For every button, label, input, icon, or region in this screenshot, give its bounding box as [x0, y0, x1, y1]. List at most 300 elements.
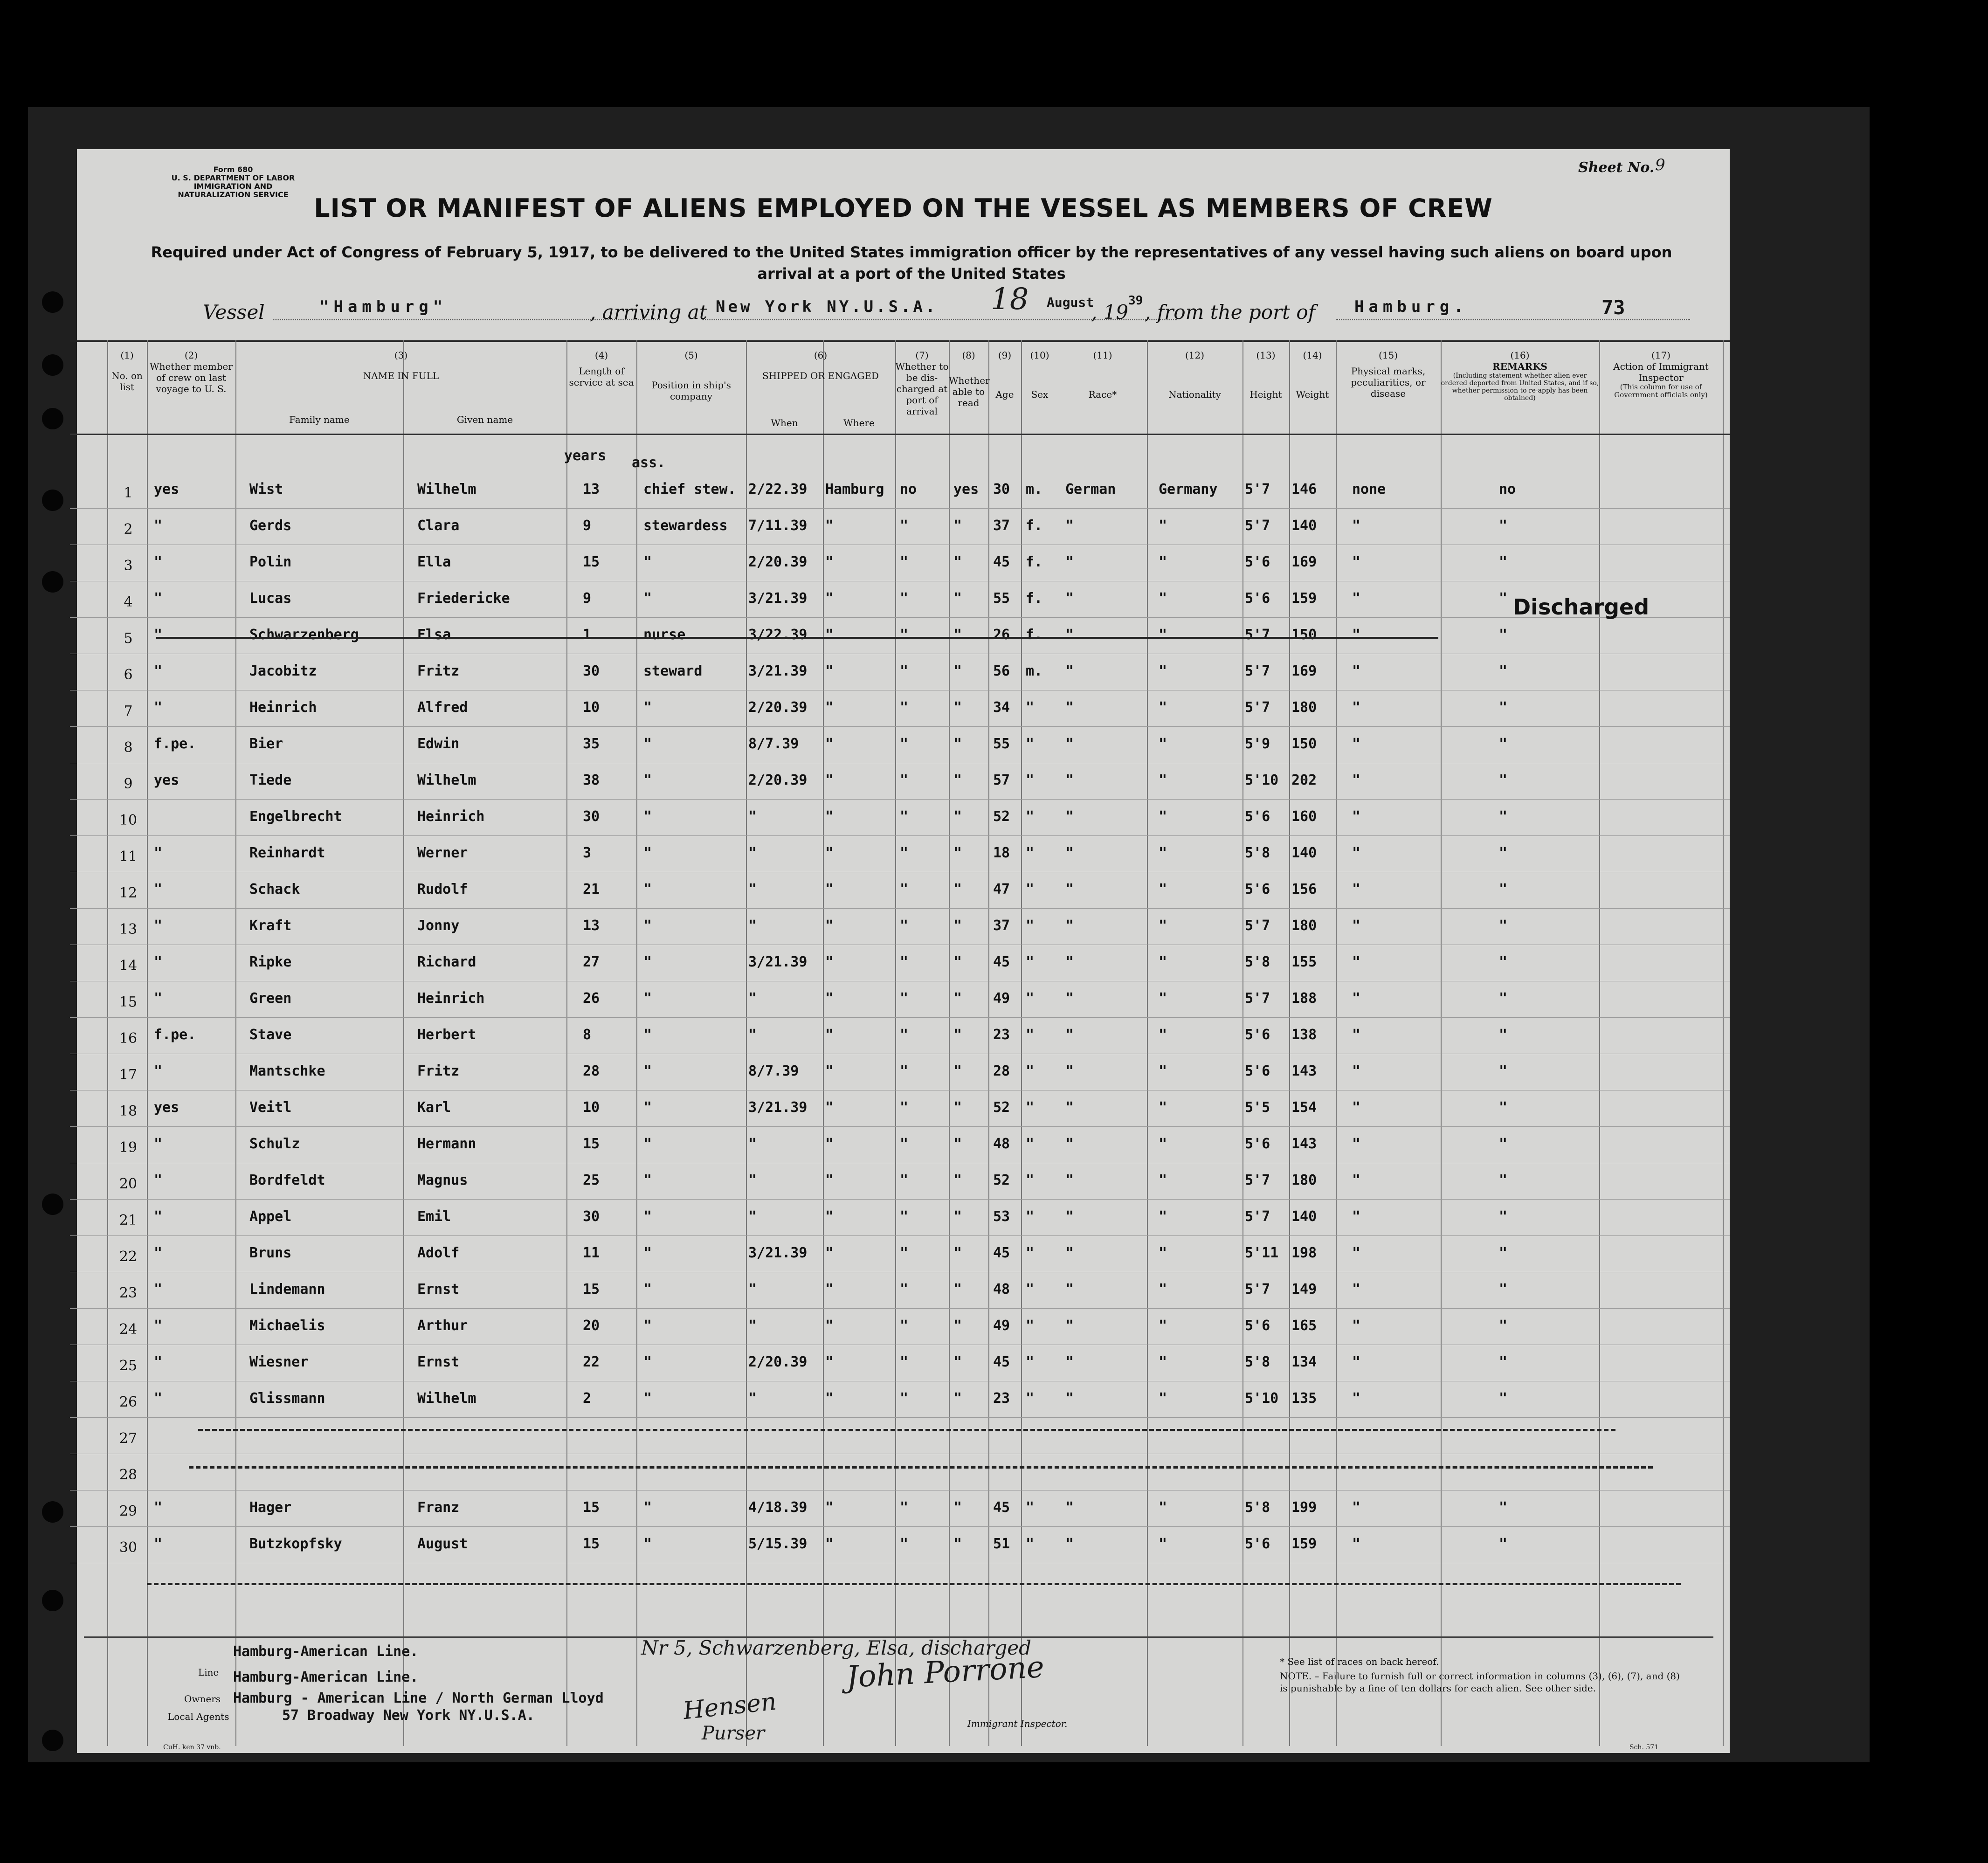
cell-family-name: Stave [249, 1027, 292, 1043]
cell-sex: f. [1026, 590, 1043, 607]
row-5-strikethrough [156, 637, 1438, 639]
cell-position: steward [643, 663, 703, 679]
col-header-nationality: (12) Nationality [1168, 350, 1221, 400]
cell-family-name: Ripke [249, 954, 292, 970]
cell-discharged: " [900, 808, 909, 825]
cell-physical-marks: " [1352, 736, 1361, 752]
col-divider [1147, 340, 1148, 1746]
cell-prev-voyage: " [154, 881, 163, 897]
col-header-discharged: (7) Whether to be dis-charged at port of arrival [895, 350, 949, 417]
cell-nationality: " [1159, 663, 1167, 679]
cell-service-length: 35 [583, 736, 600, 752]
line-name-2: Hamburg-American Line. [233, 1669, 419, 1685]
cell-position: " [643, 1245, 652, 1261]
cell-discharged: " [900, 627, 909, 643]
cell-weight: 138 [1291, 1027, 1317, 1043]
row-number: 14 [119, 958, 138, 974]
cell-remarks: " [1499, 590, 1508, 607]
printer-mark: CuH. ken 37 vnb. [163, 1744, 221, 1751]
cell-race: " [1065, 954, 1074, 970]
cell-position: " [643, 990, 652, 1007]
cell-able-to-read: " [953, 1172, 962, 1188]
cell-nationality: " [1159, 518, 1167, 534]
cell-discharged: " [900, 1099, 909, 1116]
cell-remarks: no [1499, 481, 1516, 497]
cell-height: 5'6 [1245, 1318, 1270, 1334]
cell-weight: 159 [1291, 590, 1317, 607]
cell-physical-marks: " [1352, 845, 1361, 861]
row-number: 22 [119, 1249, 138, 1265]
cell-family-name: Veitl [249, 1099, 292, 1116]
cell-race: " [1065, 990, 1074, 1007]
cell-able-to-read: " [953, 772, 962, 788]
cell-position: " [643, 1281, 652, 1297]
cell-age: 18 [993, 845, 1010, 861]
form-number: Form 680 U. S. DEPARTMENT OF LABOR IMMIGRATION AND NATURALIZATION SERVICE [171, 165, 295, 199]
inspector-label: Immigrant Inspector. [967, 1718, 1068, 1729]
cell-sex: " [1026, 1536, 1035, 1552]
cell-discharged: " [900, 990, 909, 1007]
cell-shipped-when: 2/20.39 [748, 1354, 808, 1370]
cell-sex: m. [1026, 481, 1043, 497]
cell-position: " [643, 1136, 652, 1152]
row-rule [70, 799, 1730, 800]
cell-age: 28 [993, 1063, 1010, 1079]
cell-position: " [643, 1099, 652, 1116]
cell-sex: " [1026, 918, 1035, 934]
cell-age: 45 [993, 1354, 1010, 1370]
row-rule [70, 1417, 1730, 1418]
cell-discharged: " [900, 699, 909, 716]
col-divider [566, 340, 567, 1746]
header-bottom-border [70, 434, 1730, 435]
cell-nationality: " [1159, 1027, 1167, 1043]
cell-prev-voyage: f.pe. [154, 736, 196, 752]
cell-race: " [1065, 1390, 1074, 1407]
cell-service-length: 25 [583, 1172, 600, 1188]
cell-nationality: " [1159, 627, 1167, 643]
cell-physical-marks: " [1352, 954, 1361, 970]
cell-shipped-where: " [825, 518, 834, 534]
cell-physical-marks: " [1352, 663, 1361, 679]
cell-height: 5'7 [1245, 1281, 1270, 1297]
cell-able-to-read: " [953, 918, 962, 934]
cell-position: " [643, 772, 652, 788]
cell-discharged: " [900, 881, 909, 897]
row-number: 24 [119, 1321, 138, 1338]
cell-nationality: " [1159, 881, 1167, 897]
cell-shipped-where: " [825, 590, 834, 607]
cell-service-length: 15 [583, 1136, 600, 1152]
cell-given-name: Rudolf [417, 881, 468, 897]
cell-discharged: " [900, 736, 909, 752]
cell-physical-marks: " [1352, 1063, 1361, 1079]
years-unit-label: years [564, 448, 607, 464]
punch-hole [42, 1501, 63, 1523]
punch-hole [42, 1590, 63, 1611]
cell-able-to-read: yes [953, 481, 979, 497]
cell-position: " [643, 954, 652, 970]
cell-able-to-read: " [953, 1281, 962, 1297]
cell-shipped-when: " [748, 1390, 757, 1407]
cell-physical-marks: " [1352, 1318, 1361, 1334]
cell-given-name: Herbert [417, 1027, 476, 1043]
cell-shipped-when: 3/21.39 [748, 663, 808, 679]
cell-prev-voyage: " [154, 1245, 163, 1261]
cell-service-length: 2 [583, 1390, 592, 1407]
cell-shipped-when: " [748, 1172, 757, 1188]
col-header-inspector-action: (17) Action of Immigrant Inspector (This column for use of Government officials only) [1613, 350, 1709, 399]
penalty-note: NOTE. – Failure to furnish full or correct information in columns (3), (6), (7), and (8) is punishable by a fine of ten dollars for each alien. See other side. [1280, 1670, 1680, 1694]
cell-given-name: Edwin [417, 736, 460, 752]
row-number: 26 [119, 1394, 138, 1410]
cell-position: " [643, 808, 652, 825]
cell-nationality: " [1159, 554, 1167, 570]
row-number: 7 [124, 703, 133, 719]
cell-discharged: " [900, 1172, 909, 1188]
row-number: 20 [119, 1176, 138, 1192]
cell-physical-marks: " [1352, 627, 1361, 643]
cell-discharged: no [900, 481, 917, 497]
cell-position: " [643, 881, 652, 897]
row-number: 30 [119, 1539, 138, 1556]
discharged-stamp: Discharged [1513, 594, 1650, 620]
col-header-no: (1) No. on list [111, 350, 143, 393]
purser-label: Purser [702, 1723, 765, 1744]
cell-prev-voyage: " [154, 918, 163, 934]
cell-race: " [1065, 554, 1074, 570]
cell-race: " [1065, 699, 1074, 716]
row-number: 15 [119, 994, 138, 1010]
cell-remarks: " [1499, 1063, 1508, 1079]
cell-service-length: 9 [583, 518, 592, 534]
row-rule [70, 1017, 1730, 1018]
cell-shipped-when: 7/11.39 [748, 518, 808, 534]
cell-shipped-when: 8/7.39 [748, 1063, 799, 1079]
cell-physical-marks: " [1352, 1027, 1361, 1043]
cell-prev-voyage: " [154, 554, 163, 570]
cell-able-to-read: " [953, 1099, 962, 1116]
manifest-number: 73 [1601, 296, 1625, 319]
row-number: 1 [124, 485, 133, 501]
cell-family-name: Bruns [249, 1245, 292, 1261]
cell-prev-voyage: " [154, 1390, 163, 1407]
row-number: 5 [124, 630, 133, 647]
row-number: 17 [119, 1067, 138, 1083]
cell-shipped-when: 3/21.39 [748, 1245, 808, 1261]
vessel-label: Vessel [203, 301, 265, 324]
cell-weight: 156 [1291, 881, 1317, 897]
cell-able-to-read: " [953, 845, 962, 861]
row-number: 21 [119, 1212, 138, 1228]
cell-shipped-where: " [825, 736, 834, 752]
cell-shipped-where: " [825, 1318, 834, 1334]
cell-able-to-read: " [953, 954, 962, 970]
row-number: 27 [119, 1430, 138, 1447]
cell-shipped-where: " [825, 1245, 834, 1261]
cell-given-name: Karl [417, 1099, 451, 1116]
cell-prev-voyage: " [154, 1281, 163, 1297]
cell-shipped-where: " [825, 1354, 834, 1370]
cell-able-to-read: " [953, 1536, 962, 1552]
cell-shipped-where: " [825, 990, 834, 1007]
cell-service-length: 26 [583, 990, 600, 1007]
cell-discharged: " [900, 1027, 909, 1043]
cell-weight: 180 [1291, 699, 1317, 716]
cell-prev-voyage: " [154, 845, 163, 861]
cell-race: " [1065, 918, 1074, 934]
col-header-shipped: (6) SHIPPED OR ENGAGED [762, 350, 879, 381]
cell-sex: " [1026, 1281, 1035, 1297]
cell-prev-voyage: " [154, 627, 163, 643]
cell-sex: " [1026, 845, 1035, 861]
cell-remarks: " [1499, 1499, 1508, 1516]
cell-remarks: " [1499, 990, 1508, 1007]
cell-discharged: " [900, 554, 909, 570]
cell-weight: 149 [1291, 1281, 1317, 1297]
row-number: 13 [119, 921, 138, 938]
cell-race: " [1065, 1281, 1074, 1297]
handwritten-discharge-note: Nr 5, Schwarzenberg, Elsa, discharged [641, 1636, 1032, 1659]
row-rule [70, 835, 1730, 836]
cell-race: " [1065, 1536, 1074, 1552]
arrival-month: August [1047, 295, 1094, 310]
cell-service-length: 8 [583, 1027, 592, 1043]
cell-remarks: " [1499, 1536, 1508, 1552]
cell-race: " [1065, 1063, 1074, 1079]
cell-weight: 199 [1291, 1499, 1317, 1516]
cell-discharged: " [900, 1208, 909, 1225]
col-divider [636, 340, 637, 1746]
cell-shipped-where: " [825, 1281, 834, 1297]
cell-remarks: " [1499, 808, 1508, 825]
cell-age: 23 [993, 1027, 1010, 1043]
cell-prev-voyage: " [154, 590, 163, 607]
cell-service-length: 30 [583, 663, 600, 679]
cell-family-name: Jacobitz [249, 663, 317, 679]
cell-family-name: Michaelis [249, 1318, 325, 1334]
row-number: 8 [124, 739, 133, 756]
col-header-remarks: (16) REMARKS (Including statement whether alien ever ordered deported from United States, and if so, whether permission to re-apply has been obtained) [1441, 350, 1599, 402]
row-rule [70, 726, 1730, 727]
col-header-where: Where [843, 417, 875, 428]
cell-discharged: " [900, 1536, 909, 1552]
cell-shipped-when: " [748, 881, 757, 897]
cell-discharged: " [900, 1390, 909, 1407]
row-number: 18 [119, 1103, 138, 1119]
arrival-day: 18 [991, 282, 1029, 317]
cell-given-name: Werner [417, 845, 468, 861]
cell-family-name: Glissmann [249, 1390, 325, 1407]
col-divider [1599, 340, 1600, 1746]
col-divider [1336, 340, 1337, 1746]
cell-nationality: " [1159, 808, 1167, 825]
cell-shipped-where: " [825, 1027, 834, 1043]
cell-height: 5'7 [1245, 663, 1270, 679]
cell-given-name: Elsa [417, 627, 451, 643]
cell-physical-marks: " [1352, 1499, 1361, 1516]
cell-position: " [643, 1063, 652, 1079]
col-divider [988, 340, 989, 1746]
cell-shipped-where: " [825, 918, 834, 934]
cell-physical-marks: " [1352, 1136, 1361, 1152]
cell-race: " [1065, 1208, 1074, 1225]
col-divider [107, 340, 108, 1746]
cell-prev-voyage: yes [154, 772, 179, 788]
cell-family-name: Engelbrecht [249, 808, 342, 825]
page-title: LIST OR MANIFEST OF ALIENS EMPLOYED ON THE VESSEL AS MEMBERS OF CREW [314, 193, 1493, 223]
cell-remarks: " [1499, 1245, 1508, 1261]
cell-given-name: Ella [417, 554, 451, 570]
cell-race: " [1065, 627, 1074, 643]
cell-remarks: " [1499, 1208, 1508, 1225]
cell-shipped-where: " [825, 808, 834, 825]
col-header-age: (9) Age [995, 350, 1014, 400]
cell-nationality: " [1159, 1208, 1167, 1225]
cell-service-length: 3 [583, 845, 592, 861]
col-header-given-name: Given name [456, 414, 513, 425]
cell-physical-marks: " [1352, 772, 1361, 788]
cell-sex: " [1026, 881, 1035, 897]
cell-physical-marks: " [1352, 518, 1361, 534]
cell-height: 5'7 [1245, 918, 1270, 934]
cell-discharged: " [900, 772, 909, 788]
cell-height: 5'5 [1245, 1099, 1270, 1116]
cell-sex: " [1026, 954, 1035, 970]
cell-discharged: " [900, 1318, 909, 1334]
cell-service-length: 15 [583, 1536, 600, 1552]
cell-shipped-when: " [748, 845, 757, 861]
cell-family-name: Bordfeldt [249, 1172, 325, 1188]
row-number: 10 [119, 812, 138, 828]
cell-remarks: " [1499, 954, 1508, 970]
cell-prev-voyage: yes [154, 481, 179, 497]
cell-prev-voyage: " [154, 1536, 163, 1552]
cell-shipped-when: 2/20.39 [748, 699, 808, 716]
cell-height: 5'6 [1245, 554, 1270, 570]
cell-remarks: " [1499, 881, 1508, 897]
cell-weight: 160 [1291, 808, 1317, 825]
cell-shipped-where: " [825, 627, 834, 643]
cell-remarks: " [1499, 518, 1508, 534]
cell-shipped-when: " [748, 1136, 757, 1152]
cell-physical-marks: " [1352, 808, 1361, 825]
cell-able-to-read: " [953, 736, 962, 752]
col-header-previous-voyage: (2) Whether member of crew on last voyage to U. S. [150, 350, 233, 394]
sheet-label: Sheet No. [1578, 159, 1655, 176]
arriving-label: , arriving at [590, 301, 707, 324]
row-number: 4 [124, 594, 133, 610]
cell-physical-marks: " [1352, 1172, 1361, 1188]
cell-sex: " [1026, 1318, 1035, 1334]
cell-sex: " [1026, 736, 1035, 752]
cell-family-name: Schack [249, 881, 300, 897]
manifest-sheet [77, 149, 1730, 1753]
cell-nationality: Germany [1159, 481, 1218, 497]
cell-race: " [1065, 1027, 1074, 1043]
cell-family-name: Hager [249, 1499, 292, 1516]
cell-given-name: August [417, 1536, 468, 1552]
cell-age: 52 [993, 1099, 1010, 1116]
race-note: * See list of races on back hereof. [1280, 1656, 1439, 1667]
cell-nationality: " [1159, 699, 1167, 716]
cell-age: 49 [993, 1318, 1010, 1334]
col-divider [1723, 340, 1724, 1746]
cell-prev-voyage: " [154, 1136, 163, 1152]
cell-height: 5'8 [1245, 1354, 1270, 1370]
cancel-dashed-line [147, 1583, 1681, 1585]
cell-age: 48 [993, 1281, 1010, 1297]
line-label: Line [198, 1667, 219, 1678]
cell-weight: 135 [1291, 1390, 1317, 1407]
row-rule [70, 1308, 1730, 1309]
cell-height: 5'8 [1245, 845, 1270, 861]
cell-position: " [643, 590, 652, 607]
cell-service-length: 28 [583, 1063, 600, 1079]
cell-physical-marks: " [1352, 990, 1361, 1007]
cell-remarks: " [1499, 699, 1508, 716]
cell-nationality: " [1159, 1281, 1167, 1297]
col-divider [895, 340, 896, 1746]
cell-given-name: Wilhelm [417, 772, 476, 788]
vessel-name: "Hamburg" [319, 297, 448, 316]
cell-age: 52 [993, 808, 1010, 825]
cell-able-to-read: " [953, 699, 962, 716]
cell-age: 45 [993, 554, 1010, 570]
cell-age: 37 [993, 918, 1010, 934]
cell-weight: 134 [1291, 1354, 1317, 1370]
cell-sex: f. [1026, 554, 1043, 570]
cell-race: " [1065, 808, 1074, 825]
cell-sex: " [1026, 772, 1035, 788]
cell-family-name: Wiesner [249, 1354, 309, 1370]
row-number: 16 [119, 1030, 138, 1047]
cell-position: " [643, 554, 652, 570]
row-number: 9 [124, 776, 133, 792]
cell-family-name: Heinrich [249, 699, 317, 716]
cell-nationality: " [1159, 990, 1167, 1007]
cell-shipped-where: " [825, 1208, 834, 1225]
col-header-weight: (14) Weight [1296, 350, 1329, 400]
cell-sex: " [1026, 1063, 1035, 1079]
cell-family-name: Polin [249, 554, 292, 570]
cell-prev-voyage: " [154, 990, 163, 1007]
cell-age: 51 [993, 1536, 1010, 1552]
cell-shipped-when: 3/22.39 [748, 627, 808, 643]
cell-remarks: " [1499, 1354, 1508, 1370]
cell-able-to-read: " [953, 590, 962, 607]
cell-able-to-read: " [953, 1208, 962, 1225]
cell-shipped-when: " [748, 918, 757, 934]
cell-height: 5'7 [1245, 627, 1270, 643]
punch-hole [42, 291, 63, 313]
cell-shipped-where: " [825, 954, 834, 970]
cell-service-length: 15 [583, 554, 600, 570]
cell-race: German [1065, 481, 1116, 497]
cell-age: 34 [993, 699, 1010, 716]
cell-height: 5'6 [1245, 590, 1270, 607]
cell-shipped-when: 3/21.39 [748, 590, 808, 607]
cell-discharged: " [900, 1245, 909, 1261]
cell-shipped-when: 3/21.39 [748, 1099, 808, 1116]
cell-able-to-read: " [953, 663, 962, 679]
cell-remarks: " [1499, 772, 1508, 788]
cell-family-name: Tiede [249, 772, 292, 788]
punch-hole [42, 571, 63, 593]
cell-family-name: Butzkopfsky [249, 1536, 342, 1552]
cell-service-length: 13 [583, 918, 600, 934]
cell-race: " [1065, 881, 1074, 897]
